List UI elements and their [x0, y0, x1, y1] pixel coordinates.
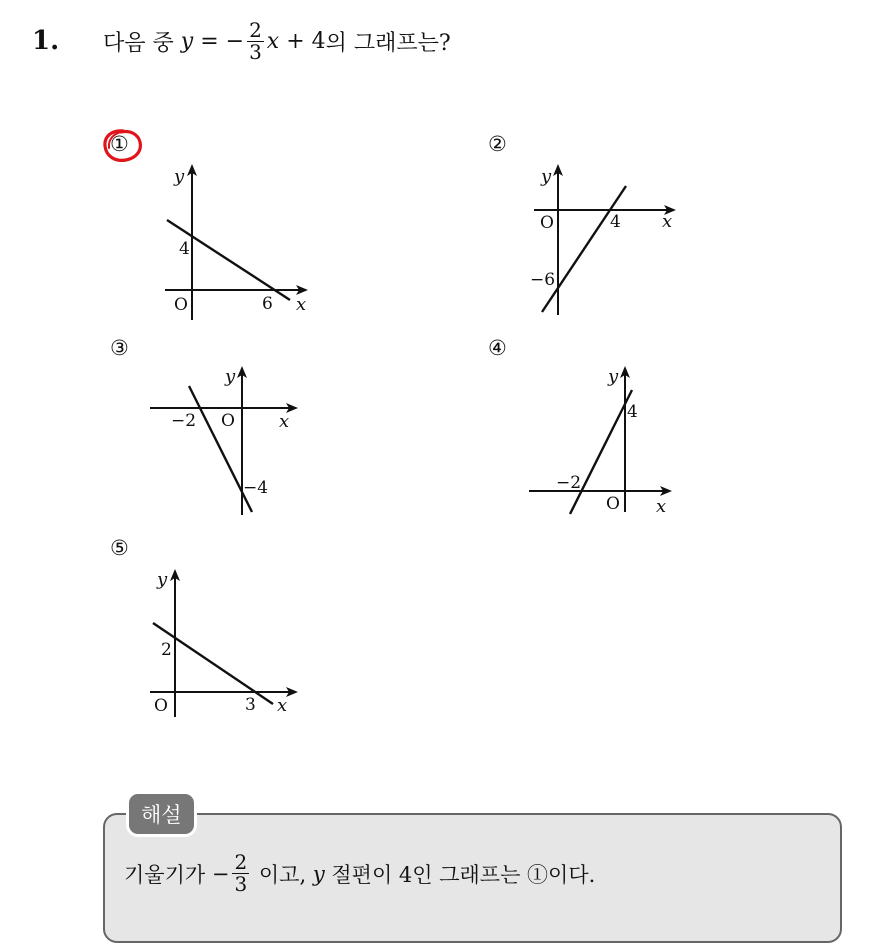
question-frac-num: 2 [249, 18, 262, 42]
axes [150, 366, 298, 515]
choice-4-label[interactable]: ④ [488, 336, 507, 360]
y-axis-label: y [157, 569, 168, 590]
y-intercept-label: 4 [627, 402, 638, 422]
x-axis-label: x [662, 211, 673, 232]
graph-line [167, 220, 290, 300]
choice-3-graph[interactable] [145, 360, 315, 520]
axes [529, 366, 672, 512]
choice-2-graph[interactable] [528, 160, 698, 320]
y-intercept-label: −4 [243, 478, 269, 498]
question-frac-den: 3 [249, 40, 262, 64]
choice-4-graph[interactable] [524, 360, 694, 520]
axes [150, 569, 298, 717]
explanation-frac-num: 2 [234, 850, 248, 874]
explanation-part1: 기울기가 [124, 862, 206, 887]
origin-label: O [174, 295, 188, 315]
question-var-x: x [266, 29, 280, 54]
explanation-frac-den: 3 [234, 872, 248, 896]
question-eq-minus: = − [200, 29, 245, 54]
y-intercept-label: 2 [161, 640, 172, 660]
explanation-fraction [232, 852, 249, 895]
y-axis-label: y [608, 366, 619, 387]
x-intercept-label: −2 [171, 411, 197, 431]
question-prefix: 다음 중 [103, 31, 174, 56]
explanation-part2: 이고, [258, 862, 307, 887]
explanation-var-y: y [312, 861, 325, 886]
explanation-minus: − [211, 861, 230, 886]
explanation-text [124, 852, 595, 895]
y-intercept-label: 4 [179, 239, 190, 259]
question-var-y: y [180, 29, 194, 54]
choice-2-label[interactable]: ② [488, 132, 507, 156]
question-plus-four: + 4 [286, 29, 326, 54]
choice-5-label[interactable]: ⑤ [110, 536, 129, 560]
answer-mark-circle [101, 127, 145, 165]
origin-label: O [606, 494, 620, 514]
x-intercept-label: 4 [610, 212, 621, 232]
x-axis-label: x [279, 411, 290, 432]
y-axis-label: y [541, 166, 552, 187]
origin-label: O [154, 696, 168, 716]
choice-5-graph[interactable] [145, 565, 315, 725]
choice-1-label[interactable]: ① [110, 132, 129, 156]
x-axis-label: x [656, 496, 667, 517]
x-intercept-label: −2 [556, 473, 582, 493]
choice-1-graph[interactable] [150, 160, 320, 320]
question-number: 1. [32, 26, 60, 56]
x-intercept-label: 6 [262, 294, 273, 314]
question-suffix: 의 그래프는? [325, 31, 451, 56]
explanation-tag: 해설 [129, 794, 194, 834]
origin-label: O [540, 213, 554, 233]
y-intercept-label: −6 [530, 270, 556, 290]
question-fraction [247, 20, 264, 63]
x-intercept-label: 3 [245, 695, 256, 715]
explanation-part3: 절편이 4인 그래프는 ①이다. [331, 862, 596, 887]
y-axis-label: y [225, 366, 236, 387]
x-axis-label: x [277, 695, 288, 716]
x-axis-label: x [296, 294, 307, 315]
choice-3-label[interactable]: ③ [110, 336, 129, 360]
graph-line [542, 186, 626, 312]
origin-label: O [221, 411, 235, 431]
question-text [103, 20, 451, 63]
graph-line [570, 390, 632, 514]
y-axis-label: y [174, 166, 185, 187]
